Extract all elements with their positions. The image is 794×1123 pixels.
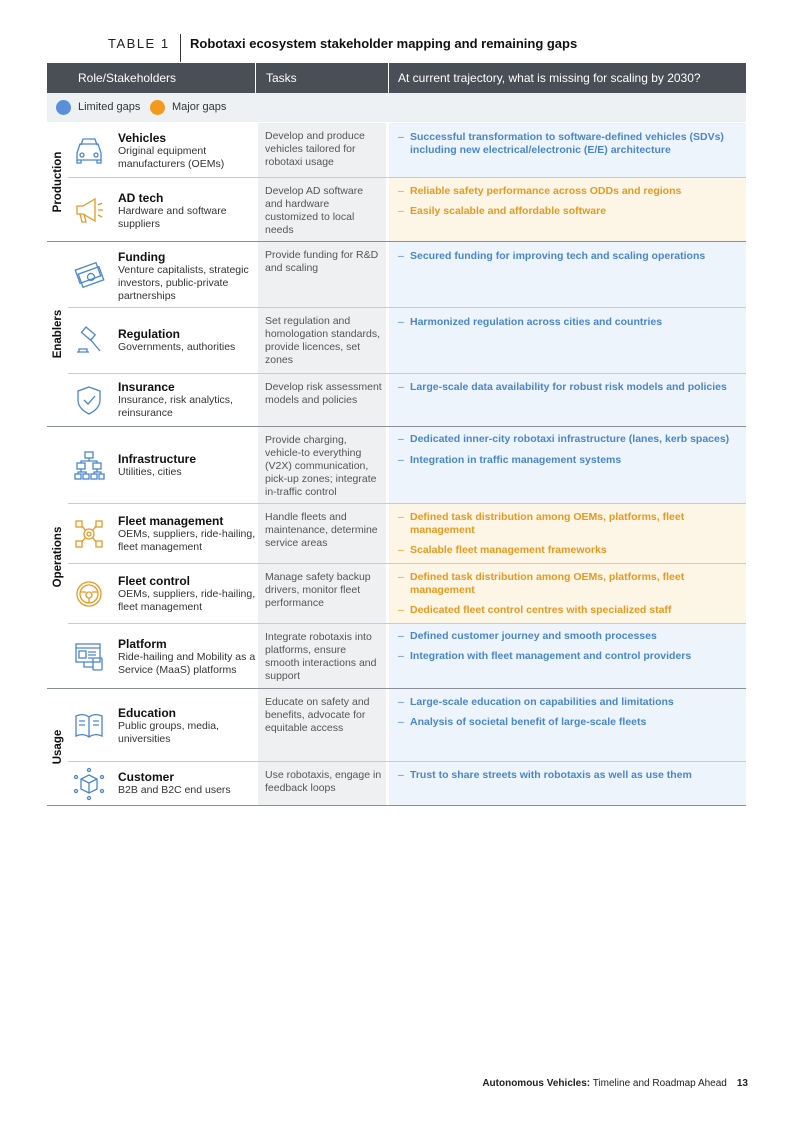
table-row: [68, 427, 746, 503]
gap-item: – Secured funding for improving tech and scaling operations: [398, 250, 706, 262]
stakeholder-description: Public groups, media, universities: [118, 720, 219, 745]
stakeholder-description: Governments, authorities: [118, 341, 236, 353]
tasks-cell: Develop AD software and hardware customized to local needs: [258, 178, 386, 241]
stakeholder-name: Insurance: [118, 380, 175, 394]
legend-major-label: Major gaps: [172, 101, 227, 113]
money-icon: [68, 242, 110, 307]
stakeholder-cell: [118, 637, 256, 677]
stakeholder-description: Original equipment manufacturers (OEMs): [118, 145, 225, 170]
column-header-gaps: At current trajectory, what is missing for scaling by 2030?: [398, 71, 701, 85]
gap-item: – Easily scalable and affordable software: [398, 205, 607, 217]
gaps-cell: [389, 504, 746, 563]
page-number: 13: [736, 1078, 748, 1089]
stakeholder-description: Venture capitalists, strategic investors, public-private partnerships: [118, 264, 249, 302]
stakeholder-name: Fleet control: [118, 574, 191, 588]
stakeholder-description: Insurance, risk analytics, reinsurance: [118, 394, 233, 419]
footer-subtitle: Timeline and Roadmap Ahead: [590, 1078, 727, 1089]
stakeholder-cell: [118, 514, 256, 554]
table-row: [68, 374, 746, 426]
gaps-cell: [389, 308, 746, 373]
gaps-cell: [389, 762, 746, 805]
gap-item: – Large-scale education on capabilities and limitations: [398, 696, 674, 708]
gap-item: – Defined task distribution among OEMs, platforms, fleet management: [398, 571, 685, 596]
stakeholder-cell: [118, 770, 256, 797]
stakeholder-cell: [118, 706, 256, 746]
tasks-cell: Handle fleets and maintenance, determine service areas: [258, 504, 386, 563]
platform-icon: [68, 624, 110, 688]
tasks-cell: Provide funding for R&D and scaling: [258, 242, 386, 307]
stakeholder-description: Ride-hailing and Mobility as a Service (MaaS) platforms: [118, 651, 256, 676]
limited-gaps-dot: [56, 100, 71, 115]
gaps-cell: [389, 123, 746, 177]
page-footer: [482, 1078, 748, 1089]
tasks-cell: Develop and produce vehicles tailored for robotaxi usage: [258, 123, 386, 177]
gap-item: – Dedicated fleet control centres with specialized staff: [398, 604, 672, 616]
column-divider: [388, 63, 389, 93]
stakeholder-name: Vehicles: [118, 131, 167, 145]
gaps-cell: [389, 427, 746, 503]
gavel-icon: [68, 308, 110, 373]
gaps-cell: [389, 624, 746, 688]
cube-icon: [68, 762, 110, 805]
footer-publication: Autonomous Vehicles:: [482, 1078, 591, 1089]
table-row: [68, 178, 746, 241]
legend: [47, 93, 746, 122]
gaps-cell: [389, 178, 746, 241]
shield-icon: [68, 374, 110, 426]
stakeholder-name: AD tech: [118, 191, 164, 205]
stakeholder-name: Platform: [118, 637, 167, 651]
column-header-role: Role/Stakeholders: [78, 71, 177, 85]
table-row: [68, 123, 746, 177]
gap-item: – Trust to share streets with robotaxis as well as use them: [398, 769, 692, 781]
stakeholder-cell: [118, 131, 256, 171]
stakeholder-cell: [118, 250, 256, 303]
table-row: [68, 689, 746, 761]
table-row: [68, 624, 746, 688]
stakeholder-cell: [118, 191, 256, 231]
gap-item: – Integration with fleet management and control providers: [398, 650, 692, 662]
car-icon: [68, 123, 110, 177]
tasks-cell: Integrate robotaxis into platforms, ensure smooth interactions and support: [258, 624, 386, 688]
tasks-cell: Set regulation and homologation standards, provide licences, set zones: [258, 308, 386, 373]
gap-item: – Successful transformation to software-defined vehicles (SDVs) including new electrical/electronic (E/E) architecture: [398, 131, 724, 156]
gap-item: – Reliable safety performance across ODDs and regions: [398, 185, 682, 197]
stakeholder-name: Fleet management: [118, 514, 224, 528]
table-row: [68, 242, 746, 307]
gap-item: – Harmonized regulation across cities and countries: [398, 316, 663, 328]
header-divider: [180, 34, 181, 62]
stakeholder-cell: [118, 327, 256, 354]
gaps-cell: [389, 242, 746, 307]
group-enablers: Enablers: [51, 309, 64, 359]
stakeholder-name: Education: [118, 706, 177, 720]
stakeholder-cell: [118, 380, 256, 420]
hierarchy-icon: [68, 427, 110, 503]
megaphone-icon: [68, 178, 110, 241]
table-row: [68, 504, 746, 563]
gaps-cell: [389, 689, 746, 761]
network-icon: [68, 504, 110, 563]
stakeholder-description: Hardware and software suppliers: [118, 205, 227, 230]
table-label: TABLE 1: [108, 36, 170, 51]
stakeholder-name: Funding: [118, 250, 166, 264]
gap-item: – Scalable fleet management frameworks: [398, 544, 607, 556]
gap-item: – Defined task distribution among OEMs, platforms, fleet management: [398, 511, 685, 536]
group-production: Production: [51, 151, 64, 213]
column-divider: [255, 63, 256, 93]
stakeholder-cell: [118, 574, 256, 614]
stakeholder-name: Customer: [118, 770, 175, 784]
group-operations: Operations: [51, 526, 64, 588]
major-gaps-dot: [150, 100, 165, 115]
tasks-cell: Provide charging, vehicle-to everything (V2X) communication, pick-up zones; integrate in-traffic control: [258, 427, 386, 503]
tasks-cell: Manage safety backup drivers, monitor fleet performance: [258, 564, 386, 623]
book-icon: [68, 689, 110, 761]
tasks-cell: Educate on safety and benefits, advocate for equitable access: [258, 689, 386, 761]
group-usage: Usage: [51, 729, 64, 765]
stakeholder-name: Infrastructure: [118, 452, 197, 466]
stakeholder-name: Regulation: [118, 327, 180, 341]
column-header-bar: [47, 63, 746, 93]
stakeholder-description: B2B and B2C end users: [118, 784, 231, 796]
table-row: [68, 308, 746, 373]
legend-limited-label: Limited gaps: [78, 101, 141, 113]
tasks-cell: Use robotaxis, engage in feedback loops: [258, 762, 386, 805]
stakeholder-description: Utilities, cities: [118, 466, 182, 478]
stakeholder-description: OEMs, suppliers, ride-hailing, fleet management: [118, 588, 256, 613]
gap-item: – Large-scale data availability for robust risk models and policies: [398, 381, 727, 393]
table-row: [68, 564, 746, 623]
gaps-cell: [389, 374, 746, 426]
gap-item: – Integration in traffic management systems: [398, 454, 622, 466]
table-bottom-border: [47, 805, 746, 806]
gaps-cell: [389, 564, 746, 623]
gap-item: – Defined customer journey and smooth processes: [398, 630, 657, 642]
stakeholder-description: OEMs, suppliers, ride-hailing, fleet management: [118, 528, 256, 553]
gap-item: – Analysis of societal benefit of large-scale fleets: [398, 716, 647, 728]
steering-wheel-icon: [68, 564, 110, 623]
table-row: [68, 762, 746, 805]
table-title: Robotaxi ecosystem stakeholder mapping and remaining gaps: [190, 36, 578, 51]
tasks-cell: Develop risk assessment models and policies: [258, 374, 386, 426]
gap-item: – Dedicated inner-city robotaxi infrastructure (lanes, kerb spaces): [398, 433, 730, 445]
column-header-tasks: Tasks: [266, 71, 297, 85]
stakeholder-cell: [118, 452, 256, 479]
